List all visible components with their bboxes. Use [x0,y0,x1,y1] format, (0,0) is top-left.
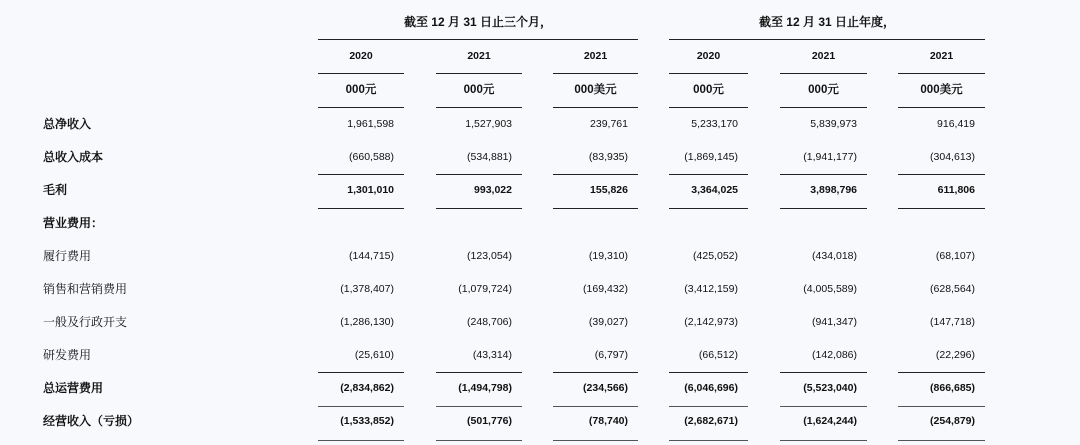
table-cell: (254,879) [930,415,975,427]
row-label: 总净收入 [43,117,92,131]
table-cell: (169,432) [583,283,628,295]
table-cell: 5,839,973 [810,118,857,130]
divider [318,440,404,441]
table-cell: 611,806 [937,184,975,196]
divider [553,174,638,175]
table-cell: (434,018) [812,250,857,262]
table-cell: 993,022 [474,184,512,196]
table-cell: (68,107) [935,250,975,262]
divider [669,39,985,40]
table-cell: (1,941,177) [803,151,857,163]
table-cell: (941,347) [812,316,857,328]
column-unit: 000元 [693,84,724,96]
divider [898,73,985,74]
table-cell: 3,898,796 [810,184,857,196]
row-label: 研发费用 [43,348,92,362]
row-label: 履行费用 [43,249,92,263]
table-cell: (6,046,696) [684,382,738,394]
table-cell: (248,706) [467,316,512,328]
divider [780,440,867,441]
group-title-full-year: 截至 12 月 31 日止年度， [758,15,896,29]
divider [553,406,638,407]
table-cell: (234,566) [583,382,628,394]
row-label: 总收入成本 [43,150,104,164]
table-cell: (83,935) [588,151,628,163]
column-unit: 000元 [463,84,495,96]
divider [669,73,748,74]
divider [780,372,867,373]
column-unit: 000元 [808,84,839,96]
divider [436,406,522,407]
table-cell: (22,296) [935,349,975,361]
divider [436,107,522,108]
table-cell: (142,086) [812,349,857,361]
table-cell: (304,613) [930,151,975,163]
column-year: 2021 [467,50,491,62]
column-year: 2021 [811,50,836,62]
row-label: 销售和营销费用 [43,282,128,296]
divider [780,208,867,209]
table-cell: (1,378,407) [340,283,394,295]
table-cell: (1,286,130) [340,316,394,328]
table-cell: (501,776) [467,415,512,427]
row-label: 一般及行政开支 [43,315,128,329]
divider [669,174,748,175]
row-label: 营业费用： [43,216,104,230]
table-cell: (866,685) [930,382,975,394]
table-cell: (147,718) [930,316,975,328]
column-year: 2021 [583,50,608,62]
table-cell: (43,314) [472,349,512,361]
divider [669,440,748,441]
divider [436,372,522,373]
table-cell: (425,052) [693,250,738,262]
table-cell: 239,761 [590,118,628,130]
divider [780,107,867,108]
table-cell: (6,797) [594,349,628,361]
table-cell: 916,419 [937,118,975,130]
row-label: 毛利 [43,183,68,197]
divider [318,372,404,373]
divider [553,372,638,373]
divider [553,440,638,441]
table-cell: (1,533,852) [340,415,394,427]
table-cell: 155,826 [590,184,628,196]
group-title-three-months: 截至 12 月 31 日止三个月， [403,15,553,29]
divider [318,174,404,175]
table-cell: (3,412,159) [684,283,738,295]
divider [780,73,867,74]
column-unit: 000美元 [574,84,617,96]
divider [898,440,985,441]
table-cell: (66,512) [698,349,738,361]
divider [669,372,748,373]
divider [318,406,404,407]
table-cell: 1,961,598 [347,118,394,130]
divider [318,73,404,74]
table-cell: (19,310) [588,250,628,262]
row-label: 经营收入（亏损） [43,414,140,428]
table-cell: (534,881) [467,151,512,163]
table-cell: (2,834,862) [340,382,394,394]
table-cell: (660,588) [349,151,394,163]
table-cell: (78,740) [588,415,628,427]
table-cell: (2,142,973) [684,316,738,328]
divider [436,174,522,175]
divider [898,406,985,407]
table-cell: 5,233,170 [691,118,738,130]
table-cell: (25,610) [354,349,394,361]
divider [669,107,748,108]
table-cell: (123,054) [467,250,512,262]
divider [898,107,985,108]
column-year: 2020 [696,50,721,62]
table-cell: (144,715) [349,250,394,262]
table-cell: (2,682,671) [684,415,738,427]
table-cell: 3,364,025 [691,184,738,196]
divider [898,372,985,373]
table-cell: (5,523,040) [803,382,857,394]
column-unit: 000美元 [920,84,963,96]
column-year: 2021 [929,50,954,62]
divider [553,208,638,209]
divider [318,208,404,209]
divider [898,208,985,209]
table-cell: 1,527,903 [465,118,512,130]
divider [318,39,638,40]
divider [780,406,867,407]
table-cell: (1,869,145) [684,151,738,163]
table-cell: (628,564) [930,283,975,295]
column-unit: 000元 [345,84,377,96]
table-cell: (1,624,244) [803,415,857,427]
divider [553,107,638,108]
row-label: 总运营费用 [43,381,104,395]
table-cell: 1,301,010 [347,184,394,196]
divider [436,73,522,74]
divider [898,174,985,175]
divider [669,208,748,209]
table-cell: (1,494,798) [458,382,512,394]
table-cell: (39,027) [588,316,628,328]
divider [553,73,638,74]
divider [669,406,748,407]
divider [780,174,867,175]
table-cell: (4,005,589) [803,283,857,295]
divider [436,440,522,441]
divider [436,208,522,209]
table-cell: (1,079,724) [458,283,512,295]
column-year: 2020 [349,50,373,62]
divider [318,107,404,108]
